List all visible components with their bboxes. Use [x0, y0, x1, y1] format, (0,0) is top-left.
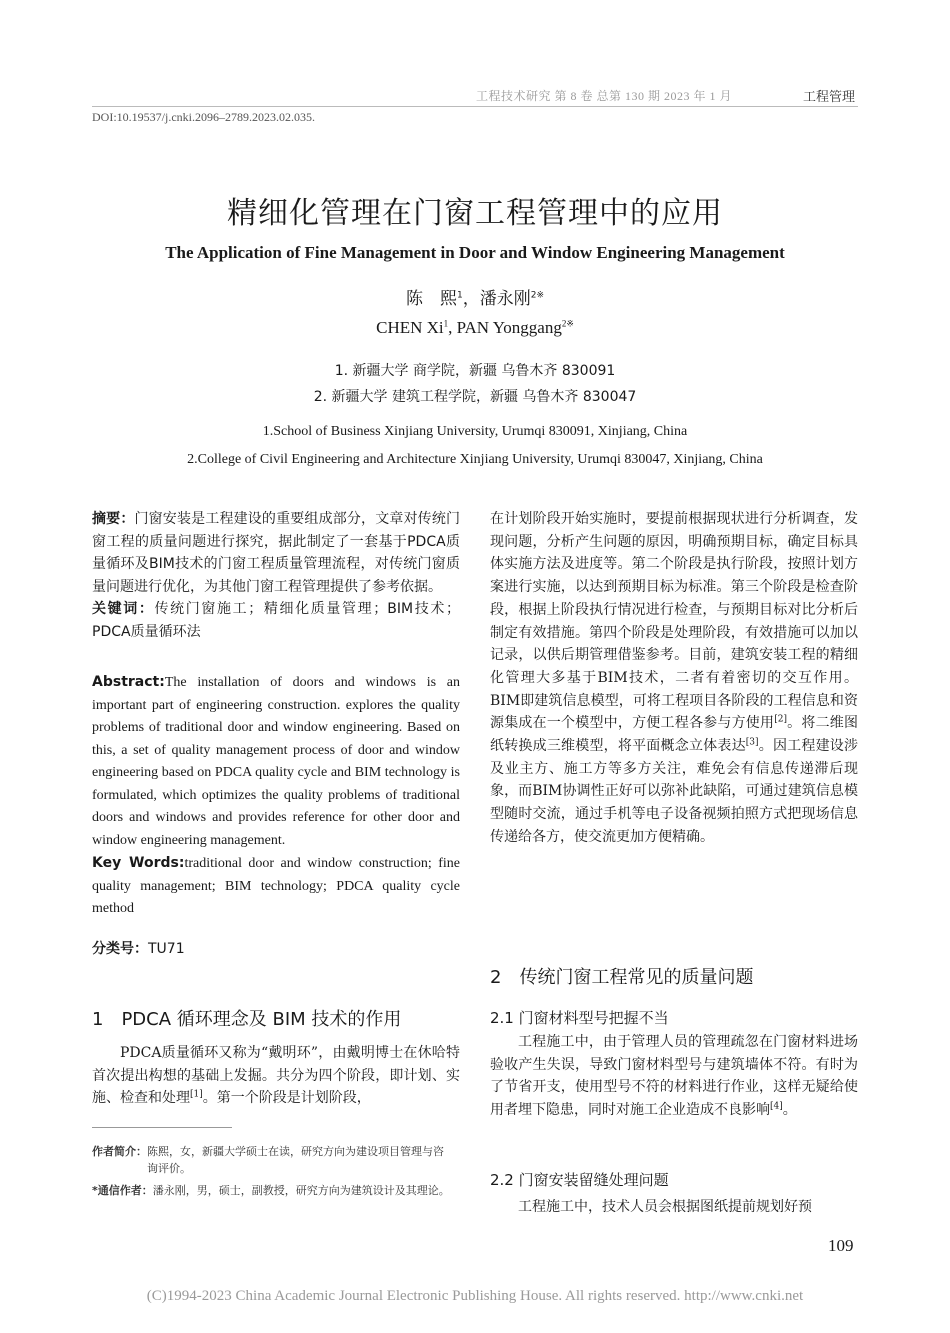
- section-1-continuation: [490, 508, 858, 849]
- paragraph-text: 。: [782, 1102, 797, 1119]
- paragraph-text: 。将二维图纸转换成三维模型，将平面概念立体表达: [490, 715, 859, 755]
- abstract-label: 摘要：: [92, 511, 135, 527]
- keywords-text: 传统门窗施工；精细化质量管理；BIM技术；PDCA质量循环法: [92, 601, 461, 640]
- section-2-heading: 2 传统门窗工程常见的质量问题: [490, 967, 754, 988]
- footnote-author: [92, 1143, 462, 1177]
- authors-chinese: [0, 284, 950, 309]
- classification-number: [92, 938, 185, 958]
- authors-english: [0, 318, 950, 338]
- citation-2: [2]: [774, 714, 787, 725]
- subsection-2-2-paragraph: 工程施工中，技术人员会根据图纸提前规划好预: [518, 1199, 812, 1215]
- subsection-2-1-heading: 2.1 门窗材料型号把握不当: [490, 1009, 669, 1027]
- footnote-rule: [92, 1127, 232, 1128]
- paragraph-text: 工程施工中，由于管理人员的管理疏忽在门窗材料进场验收产生失误，导致门窗材料型号与建筑墙体不符。有时为了节省开支，使用型号不符的材料进行作业，这样无疑给使用者埋下隐患，同时对施工企业造成不良影响: [490, 1034, 858, 1119]
- header-rule: [92, 106, 858, 107]
- abstract-en-text: The installation of doors and windows is an important part of engineering construction. explores the quality problems of traditional door and window engineering. Based on this, a set of quality management process of door and window engineering based on PDCA quality cycle and BIM technology is formulated, which optimizes the quality problems of traditional doors and windows and provides reference for other door and window engineering management.: [92, 675, 460, 848]
- affiliation-en-2: 2.College of Civil Engineering and Architecture Xinjiang University, Urumqi 830047, Xinjiang, China: [187, 452, 763, 467]
- citation-4: [4]: [770, 1101, 783, 1112]
- paragraph-text: PDCA质量循环又称为“戴明环”，由戴明博士在休哈特首次提出构想的基础上发掘。共分为四个阶段，即计划、实施、检查和处理: [92, 1045, 460, 1107]
- title-english: The Application of Fine Management in Door and Window Engineering Management: [165, 243, 785, 262]
- doi: DOI:10.19537/j.cnki.2096–2789.2023.02.035.: [92, 110, 315, 124]
- author-name: 潘永刚: [479, 289, 531, 309]
- subsection-2-2-heading: 2.2 门窗安装留缝处理问题: [490, 1171, 669, 1189]
- abstract-english: [92, 671, 460, 921]
- subsection-2-1-paragraph: [490, 1031, 858, 1122]
- footnote-corresponding: [92, 1182, 462, 1199]
- keywords-label: 关键词：: [92, 601, 155, 617]
- footnote-corresponding-text: 潘永刚，男，硕士，副教授，研究方向为建筑设计及其理论。: [152, 1184, 450, 1197]
- copyright-watermark: (C)1994-2023 China Academic Journal Electronic Publishing House. All rights reserved. http://www.cnki.net: [146, 1288, 804, 1304]
- paragraph-text: 。因工程建设涉及业主方、施工方等多方关注，难免会有信息传递滞后现象，而BIM协调性正好可以弥补此缺陷，可通过建筑信息模型随时交流，通过手机等电子设备视频拍照方式把现场信息传递给各方，使交流更加方便精确。: [490, 738, 859, 845]
- author-affil-mark: 2※: [530, 290, 544, 301]
- keywords-en-label: Key Words:: [92, 855, 185, 871]
- citation-3: [3]: [745, 737, 759, 748]
- title-chinese: 精细化管理在门窗工程管理中的应用: [227, 196, 723, 231]
- journal-header: 工程技术研究 第 8 卷 总第 130 期 2023 年 1 月: [476, 89, 733, 103]
- page-number: 109: [828, 1236, 854, 1255]
- citation-1: [1]: [190, 1089, 203, 1100]
- author-affil-mark: 1: [443, 318, 449, 329]
- section-1-paragraph: [92, 1042, 460, 1110]
- author-name: PAN Yonggang: [456, 318, 562, 337]
- footnote-author-text: 陈熙，女，新疆大学硕士在读，研究方向为建设项目管理与咨询评价。: [147, 1145, 444, 1175]
- keywords-en-text: traditional door and window construction; fine quality management; BIM technology; PDCA quality cycle method: [92, 856, 460, 916]
- abstract-text: 门窗安装是工程建设的重要组成部分，文章对传统门窗工程的质量问题进行探究，据此制定了一套基于PDCA质量循环及BIM技术的门窗工程质量管理流程，对传统门窗质量问题进行优化，为其他门窗工程管理提供了参考依据。: [92, 511, 461, 595]
- author-separator: ，: [462, 289, 480, 309]
- author-name: 陈 熙: [405, 289, 457, 309]
- clc-label: 分类号：: [92, 941, 148, 957]
- section-1-heading: 1 PDCA 循环理念及 BIM 技术的作用: [92, 1009, 402, 1030]
- author-separator: ,: [448, 318, 457, 337]
- affiliation-cn-2: 2. 新疆大学 建筑工程学院，新疆 乌鲁木齐 830047: [313, 389, 637, 405]
- abstract-en-label: Abstract:: [92, 674, 165, 690]
- author-name: CHEN Xi: [376, 318, 444, 337]
- paragraph-text: 。第一个阶段是计划阶段，: [202, 1090, 371, 1107]
- clc-value: TU71: [148, 941, 185, 957]
- abstract-chinese: [92, 508, 460, 643]
- footnote-author-label: 作者简介：: [92, 1145, 147, 1158]
- paragraph-text: 在计划阶段开始实施时，要提前根据现状进行分析调查，发现问题，分析产生问题的原因，明确预期目标，确定目标具体实施方法及进度等。第二个阶段是执行阶段，按照计划方案进行实施，以达到预期目标为标准。第三个阶段是检查阶段，根据上阶段执行情况进行检查，与预期目标对比分析后制定有效措施。第四个阶段是处理阶段，有效措施可以加以记录，以供后期管理借鉴参考。目前，建筑安装工程的精细化管理大多基于BIM技术，二者有着密切的交互作用。BIM即建筑信息模型，可将工程项目各阶段的工程信息和资源集成在一个模型中，方便工程各参与方使用: [490, 511, 858, 732]
- affiliation-cn-1: 1. 新疆大学 商学院，新疆 乌鲁木齐 830091: [334, 363, 616, 379]
- footnote-corresponding-label: *通信作者：: [92, 1184, 153, 1197]
- author-affil-mark: 2※: [561, 318, 574, 329]
- affiliation-en-1: 1.School of Business Xinjiang University, Urumqi 830091, Xinjiang, China: [262, 424, 688, 439]
- section-header: 工程管理: [803, 90, 856, 105]
- author-affil-mark: 1: [456, 290, 463, 301]
